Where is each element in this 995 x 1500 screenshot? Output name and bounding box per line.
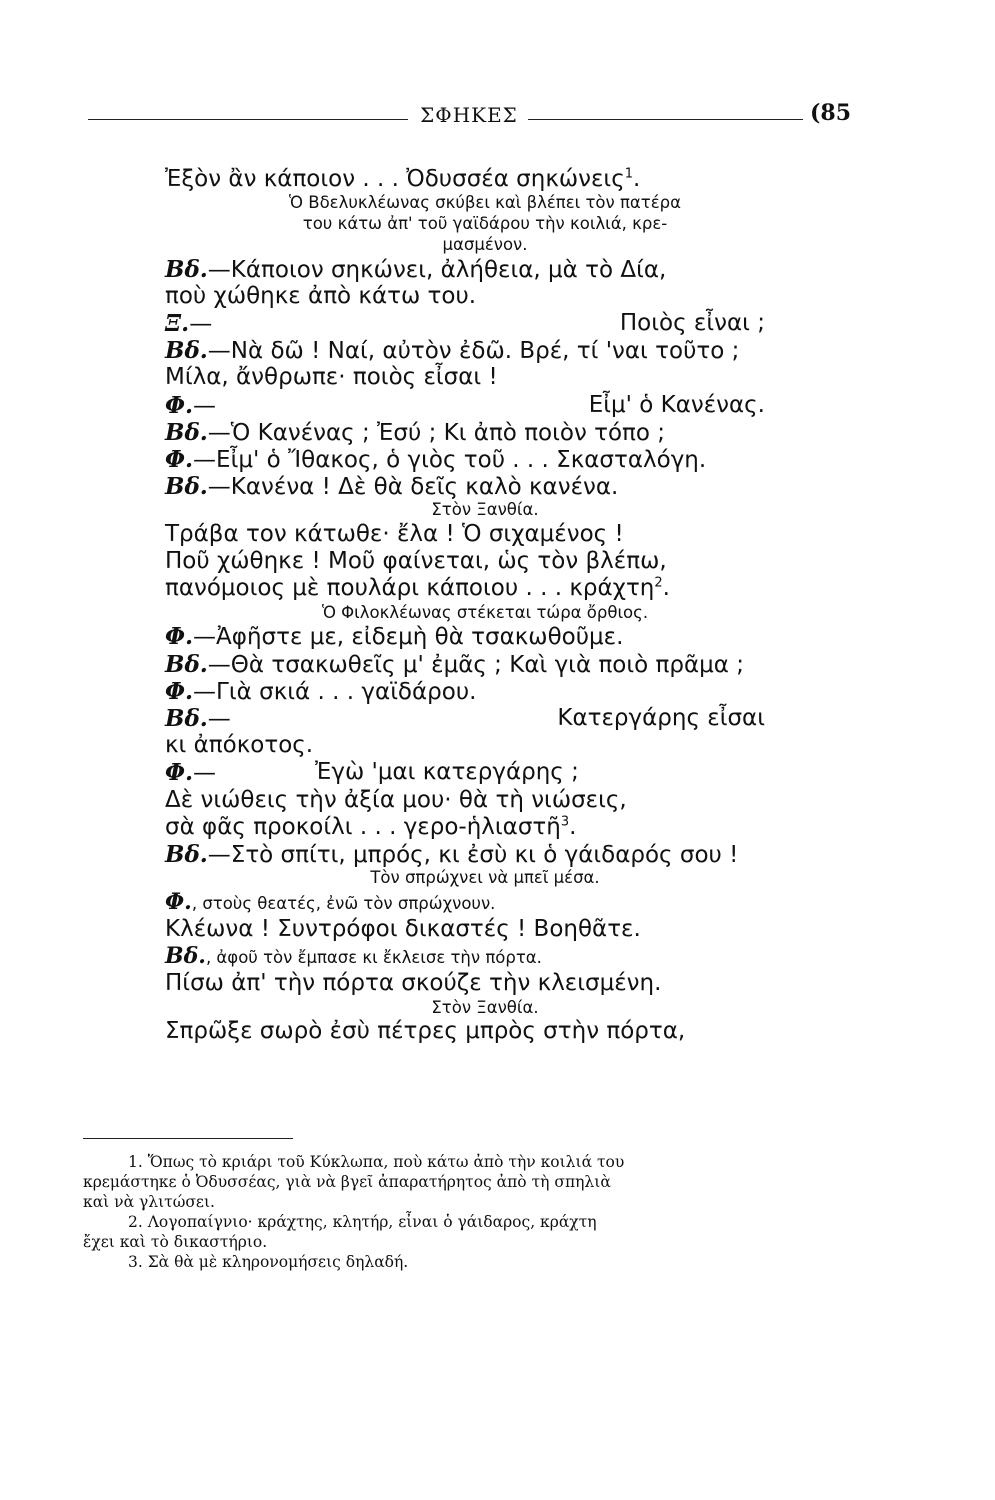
line-text-right: Ποιὸς εἶναι ;: [619, 309, 765, 336]
stage-direction: μασμένον.: [442, 234, 528, 254]
verse-line: [165, 392, 805, 419]
line-text-right: Εἶμ' ὁ Κανένας.: [588, 391, 765, 418]
verse-line: [165, 1018, 805, 1045]
speaker-label: Βδ.: [165, 255, 208, 283]
verse-line: [165, 166, 805, 193]
line-text: Τράβα τον κάτωθε· ἔλα ! Ὁ σιχαμένος !: [165, 521, 624, 548]
speaker-label: Φ.: [165, 677, 194, 705]
line-text-tail: .: [662, 575, 670, 602]
speaker-label: Φ.: [165, 759, 194, 787]
footnote-ref: 3: [560, 814, 570, 830]
verse-line: [165, 732, 805, 759]
line-text: —Γιὰ σκιά . . . γαϊδάρου.: [193, 678, 477, 705]
inline-stage-direction: , στοὺς θεατές, ἐνῶ τὸν σπρώχνουν.: [191, 893, 496, 913]
verse-line: [165, 787, 805, 814]
footnote-ref: 2: [654, 575, 663, 591]
stage-direction: Ὁ Φιλοκλέωνας στέκεται τώρα ὄρθιος.: [321, 602, 649, 622]
verse-line: [165, 623, 805, 650]
verse-line: [165, 548, 805, 575]
verse-line: [165, 841, 805, 868]
page-number: (85: [810, 100, 852, 126]
footnote-line: 2. Λογοπαίγνιο· κράχτης, κλητήρ, εἶναι ὁ γάιδαρος, κράχτη: [128, 1213, 597, 1231]
line-text: —: [193, 392, 217, 419]
verse-line: [165, 678, 805, 705]
footnote-line: καὶ νὰ γλιτώσει.: [83, 1193, 215, 1211]
line-text: —Ἀφῆστε με, εἰδεμὴ θὰ τσακωθοῦμε.: [193, 624, 624, 651]
speaker-label: Βδ.: [165, 704, 208, 732]
verse-line: [165, 521, 805, 548]
header-rule-left: [88, 119, 408, 120]
line-text: —Κάποιον σηκώνει, ἀλήθεια, μὰ τὸ Δία,: [207, 256, 667, 283]
running-title: ΣΦΗΚΕΣ: [420, 103, 518, 127]
verse-line: [165, 419, 805, 446]
footnotes: [83, 1152, 873, 1272]
verse-line: [165, 364, 805, 391]
line-text: —Θὰ τσακωθεῖς μ' ἐμᾶς ; Καὶ γιὰ ποιὸ πρᾶμα ;: [207, 651, 744, 678]
verse-line: [165, 256, 805, 283]
speaker-label: Φ.: [165, 445, 194, 473]
line-text: πανόμοιος μὲ πουλάρι κάποιου . . . κράχτη: [165, 575, 655, 602]
verse-line: [165, 575, 805, 602]
dialogue-text: [165, 166, 805, 1046]
verse-line: [165, 970, 805, 997]
footnote-line: κρεμάστηκε ὁ Ὀδυσσέας, γιὰ νὰ βγεῖ ἀπαρατήρητος ἀπὸ τὴ σπηλιὰ: [83, 1173, 611, 1191]
line-text: Δὲ νιώθεις τὴν ἀξία μου· θὰ τὴ νιώσεις,: [165, 786, 627, 813]
speaker-label: Βδ.: [165, 840, 208, 868]
footnote-rule: [83, 1138, 293, 1139]
line-text: Μίλα, ἄνθρωπε· ποιὸς εἶσαι !: [165, 364, 498, 391]
footnote-line: 3. Σὰ θὰ μὲ κληρονομήσεις δηλαδή.: [128, 1253, 409, 1271]
speaker-label: Βδ.: [165, 473, 208, 501]
line-text: κι ἀπόκοτος.: [165, 732, 314, 759]
line-text-right: Κατεργάρης εἶσαι: [557, 704, 765, 731]
line-text: —Εἶμ' ὁ Ἴθακος, ὁ γιὸς τοῦ . . . Σκασταλόγη.: [193, 446, 707, 473]
stage-direction: Στὸν Ξανθία.: [431, 997, 539, 1017]
line-text: ποὺ χώθηκε ἀπὸ κάτω του.: [165, 282, 477, 309]
line-text: Ποῦ χώθηκε ! Μοῦ φαίνεται, ὡς τὸν βλέπω,: [165, 548, 667, 575]
verse-line: [165, 943, 805, 970]
line-text-tail: .: [633, 166, 641, 192]
speaker-label: Βδ.: [165, 650, 208, 678]
line-text: —: [189, 310, 213, 337]
line-text: —: [193, 760, 217, 787]
line-text: —: [207, 705, 231, 732]
speaker-label: Ξ.: [165, 309, 190, 337]
line-text-mid: Ἐγὼ 'μαι κατεργάρης ;: [315, 759, 579, 786]
line-text: Σπρῶξε σωρὸ ἐσὺ πέτρες μπρὸς στὴν πόρτα,: [165, 1018, 686, 1045]
speaker-label: Βδ.: [165, 337, 208, 365]
line-text-tail: .: [569, 813, 577, 840]
footnote-line: ἔχει καὶ τὸ δικαστήριο.: [83, 1233, 268, 1251]
verse-line: [165, 705, 805, 732]
stage-direction: Ὁ Βδελυκλέωνας σκύβει καὶ βλέπει τὸν πατέρα: [289, 193, 681, 213]
stage-direction: Τὸν σπρώχνει νὰ μπεῖ μέσα.: [370, 868, 600, 888]
stage-direction: του κάτω ἀπ' τοῦ γαϊδάρου τὴν κοιλιά, κρε-: [302, 213, 668, 233]
footnote-ref: 1: [624, 166, 633, 182]
verse-line: [165, 916, 805, 943]
line-text: —Στὸ σπίτι, μπρός, κι ἐσὺ κι ὁ γάιδαρός σου !: [207, 841, 739, 868]
speaker-label: Βδ.: [165, 943, 206, 970]
header-rule-right: [528, 119, 803, 120]
verse-line: [165, 814, 805, 841]
inline-stage-direction: , ἀφοῦ τὸν ἔμπασε κι ἔκλεισε τὴν πόρτα.: [205, 948, 542, 968]
speaker-label: Φ.: [165, 888, 192, 915]
verse-line: [165, 283, 805, 310]
footnote-line: 1. Ὅπως τὸ κριάρι τοῦ Κύκλωπα, ποὺ κάτω ἀπὸ τὴν κοιλιά του: [128, 1153, 625, 1171]
line-text: Κλέωνα ! Συντρόφοι δικαστές ! Βοηθᾶτε.: [165, 916, 641, 943]
stage-direction: Στὸν Ξανθία.: [431, 500, 539, 520]
line-text: —Ὁ Κανένας ; Ἐσύ ; Κι ἀπὸ ποιὸν τόπο ;: [207, 419, 666, 446]
line-text: σὰ φᾶς προκοίλι . . . γερο-ἡλιαστῆ: [165, 813, 561, 840]
speaker-label: Βδ.: [165, 418, 208, 446]
verse-line: [165, 889, 805, 916]
speaker-label: Φ.: [165, 623, 194, 651]
speaker-label: Φ.: [165, 391, 194, 419]
verse-line: [165, 310, 805, 337]
verse-line: [165, 337, 805, 364]
line-text: Ἐξὸν ἂν κάποιον . . . Ὀδυσσέα σηκώνεις: [165, 166, 625, 192]
verse-line: [165, 446, 805, 473]
line-text: Πίσω ἀπ' τὴν πόρτα σκούζε τὴν κλεισμένη.: [165, 970, 662, 997]
line-text: —Νὰ δῶ ! Ναί, αὐτὸν ἐδῶ. Βρέ, τί 'ναι τοῦτο ;: [207, 338, 740, 365]
verse-line: [165, 473, 805, 500]
verse-line: [165, 759, 805, 786]
running-header: [88, 100, 858, 130]
verse-line: [165, 651, 805, 678]
line-text: —Κανένα ! Δὲ θὰ δεῖς καλὸ κανένα.: [207, 474, 619, 501]
